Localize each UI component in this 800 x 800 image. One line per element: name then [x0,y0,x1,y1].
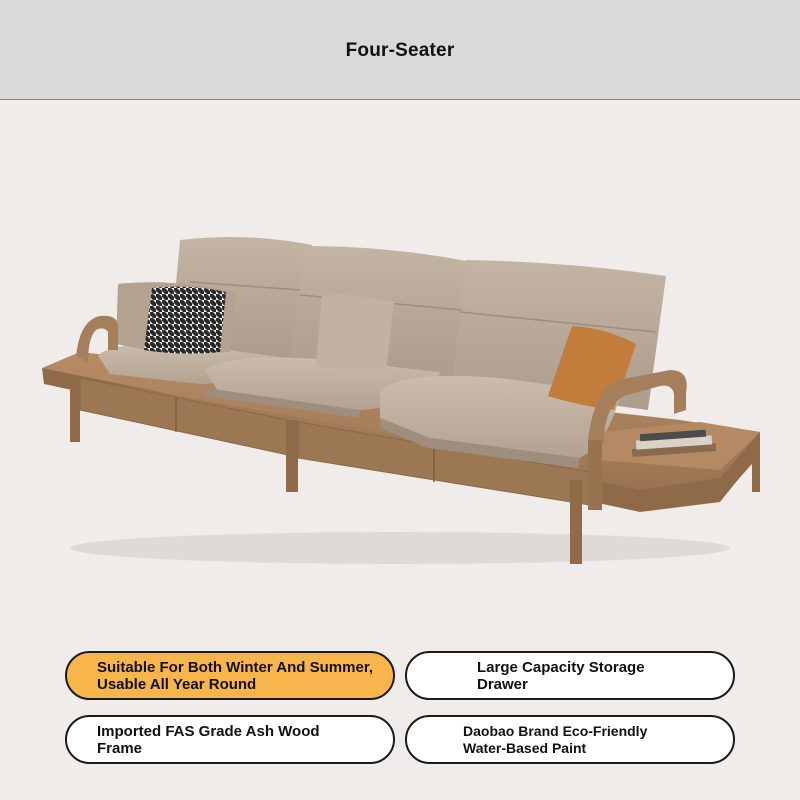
sofa-image [0,100,800,620]
page-title: Four-Seater [345,39,455,61]
feature-all-year: Suitable For Both Winter And Summer, Usable All Year Round [65,651,395,700]
feature-storage-drawer: Large Capacity Storage Drawer [405,651,735,700]
header-bar [0,0,800,100]
feature-eco-paint: Daobao Brand Eco-Friendly Water-Based Paint [405,715,735,764]
feature-ash-wood-frame: Imported FAS Grade Ash Wood Frame [65,715,395,764]
